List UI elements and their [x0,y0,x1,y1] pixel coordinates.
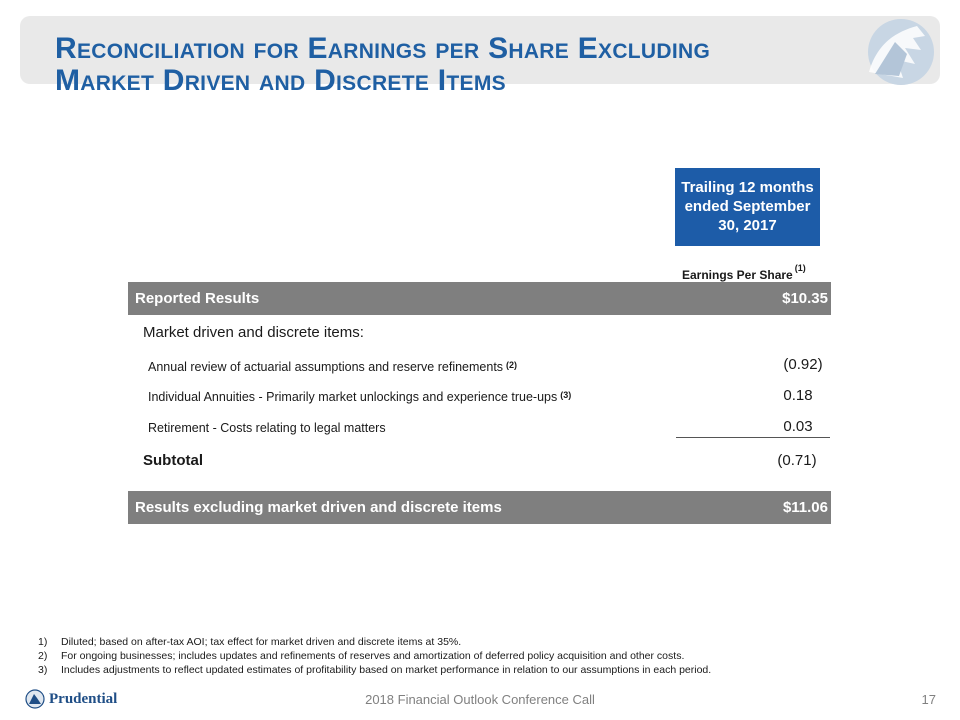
item-label-text: Retirement - Costs relating to legal matters [148,421,386,435]
column-header [675,168,820,246]
footnote-item [38,649,711,663]
footnote-number: 2) [38,650,48,662]
footnote-item [38,663,711,677]
footnote-text: Includes adjustments to reflect updated estimates of profitability based on market performance in relation to our assumptions in each period. [61,664,712,676]
footnote-item [38,635,711,649]
item-footnote-marker: (2) [506,360,518,370]
conference-title: 2018 Financial Outlook Conference Call [365,692,595,707]
item-label-text: Individual Annuities - Primarily market unlockings and experience true-ups [148,390,558,404]
column-header-line1: Trailing 12 months [681,179,814,196]
footnotes [38,635,711,677]
page-title-line2: Market Driven and Discrete Items [55,64,506,97]
section-heading: Market driven and discrete items: [143,324,364,341]
brand-name: Prudential [49,690,118,707]
rock-of-gibraltar-logo-icon [855,14,941,86]
item-row-value: 0.03 [783,418,813,435]
footnote-number: 3) [38,664,48,676]
column-header-line2: ended September [684,198,811,215]
title-bar [20,16,940,97]
results-excluding-label: Results excluding market driven and discrete items [135,499,502,516]
page-title-line1: Reconciliation for Earnings per Share Excluding [55,32,711,65]
item-footnote-marker: (3) [560,390,572,400]
eps-label-text: Earnings Per Share [682,268,793,282]
page-number: 17 [921,692,936,707]
subtotal-label: Subtotal [143,452,203,469]
item-row-label [148,360,517,374]
footnote-text: Diluted; based on after-tax AOI; tax effect for market driven and discrete items at 35%. [61,636,462,648]
footnote-number: 1) [38,636,48,648]
item-row-label [148,421,386,435]
reported-results-label: Reported Results [135,290,260,307]
column-header-line3: 30, 2017 [718,217,777,234]
item-row-value: (0.92) [783,356,823,373]
item-row-value: 0.18 [783,387,813,404]
footnote-text: For ongoing businesses; includes updates and refinements of reserves and amortization of deferred policy acquisition and other costs. [61,650,685,662]
item-row-label [148,390,571,404]
eps-column-label [682,263,806,282]
results-excluding-value: $11.06 [782,499,828,516]
page-title [55,33,855,97]
results-excluding-row [128,491,831,524]
reported-results-value: $10.35 [782,290,828,307]
subtotal-rule [676,437,830,438]
reported-results-row [128,282,831,315]
item-label-text: Annual review of actuarial assumptions and reserve refinements [148,360,504,374]
subtotal-value: (0.71) [777,452,817,469]
eps-footnote-marker: (1) [794,263,806,273]
